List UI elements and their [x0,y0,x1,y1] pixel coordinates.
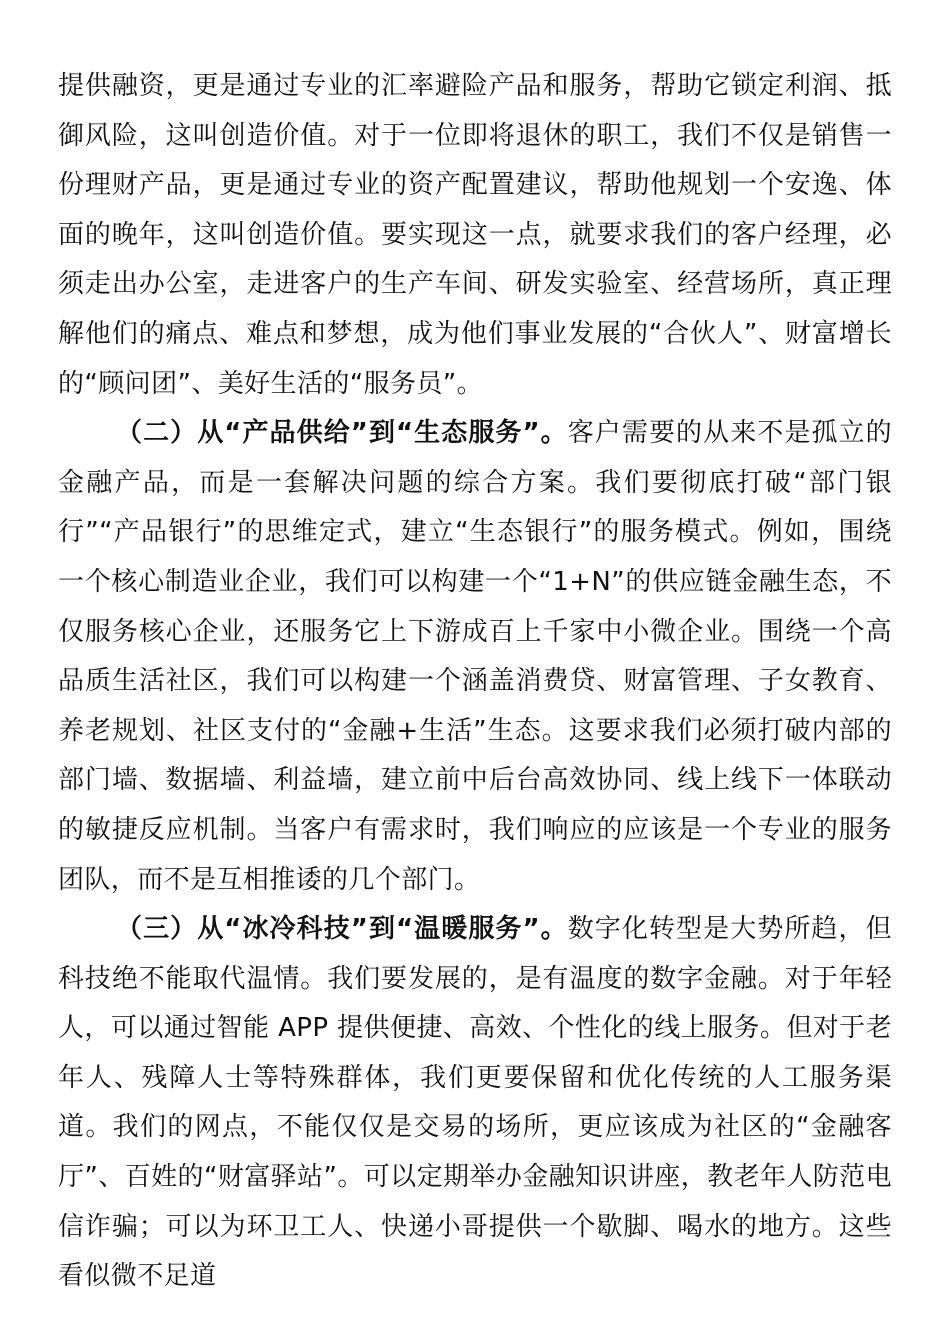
paragraph-3-text: 数字化转型是大势所趋，但科技绝不能取代温情。我们要发展的，是有温度的数字金融。对于年轻人，可以通过智能 APP 提供便捷、高效、个性化的线上服务。但对于老年人、残障人士等特殊群体，我们更要保留和优化传统的人工服务渠道。我们的网点，不能仅仅是交易的场所，更应该成为社区的“金融客厅”、百姓的“财富驿站”。可以定期举办金融知识讲座，教老年人防范电信诈骗；可以为环卫工人、快递小哥提供一个歇脚、喝水的地方。这些看似微不足道 [58,914,892,1292]
paragraph-1 [58,62,892,409]
document-page [58,62,892,1302]
paragraph-2-text: 客户需要的从来不是孤立的金融产品，而是一套解决问题的综合方案。我们要彻底打破“部门银行”“产品银行”的思维定式，建立“生态银行”的服务模式。例如，围绕一个核心制造业企业，我们可以构建一个“1+N”的供应链金融生态，不仅服务核心企业，还服务它上下游成百上千家中小微企业。围绕一个高品质生活社区，我们可以构建一个涵盖消费贷、财富管理、子女教育、养老规划、社区支付的“金融+生活”生态。这要求我们必须打破内部的部门墙、数据墙、利益墙，建立前中后台高效协同、线上线下一体联动的敏捷反应机制。当客户有需求时，我们响应的应该是一个专业的服务团队，而不是互相推诿的几个部门。 [58,418,892,895]
section-heading-3: （三）从“冰冷科技”到“温暖服务”。 [116,914,568,945]
paragraph-3 [58,905,892,1302]
section-heading-2: （二）从“产品供给”到“生态服务”。 [116,418,568,449]
paragraph-2 [58,409,892,905]
paragraph-1-text: 提供融资，更是通过专业的汇率避险产品和服务，帮助它锁定利润、抵御风险，这叫创造价值。对于一位即将退休的职工，我们不仅是销售一份理财产品，更是通过专业的资产配置建议，帮助他规划一个安逸、体面的晚年，这叫创造价值。要实现这一点，就要求我们的客户经理，必须走出办公室，走进客户的生产车间、研发实验室、经营场所，真正理解他们的痛点、难点和梦想，成为他们事业发展的“合伙人”、财富增长的“顾问团”、美好生活的“服务员”。 [58,71,892,399]
